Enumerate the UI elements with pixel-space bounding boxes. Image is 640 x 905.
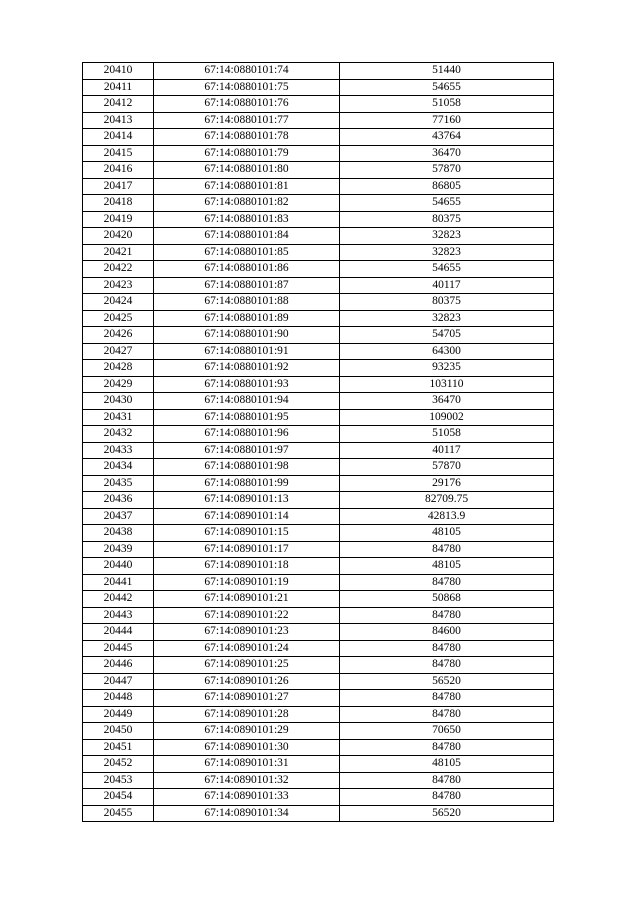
table-row bbox=[83, 492, 554, 509]
row-number-cell: 20455 bbox=[83, 805, 154, 822]
cadastral-number-cell: 67:14:0890101:17 bbox=[154, 541, 340, 558]
value-cell: 82709.75 bbox=[340, 492, 554, 509]
value-cell: 84780 bbox=[340, 772, 554, 789]
table-row bbox=[83, 79, 554, 96]
cadastral-number-cell: 67:14:0890101:13 bbox=[154, 492, 340, 509]
row-number-cell: 20429 bbox=[83, 376, 154, 393]
table-row bbox=[83, 574, 554, 591]
value-cell: 51058 bbox=[340, 426, 554, 443]
cadastral-number-cell: 67:14:0880101:83 bbox=[154, 211, 340, 228]
value-cell: 54655 bbox=[340, 261, 554, 278]
table-row bbox=[83, 195, 554, 212]
table-row bbox=[83, 294, 554, 311]
row-number-cell: 20416 bbox=[83, 162, 154, 179]
cadastral-number-cell: 67:14:0880101:87 bbox=[154, 277, 340, 294]
row-number-cell: 20437 bbox=[83, 508, 154, 525]
value-cell: 84780 bbox=[340, 541, 554, 558]
table-row bbox=[83, 640, 554, 657]
value-cell: 32823 bbox=[340, 244, 554, 261]
table-row bbox=[83, 756, 554, 773]
row-number-cell: 20451 bbox=[83, 739, 154, 756]
table-row bbox=[83, 805, 554, 822]
table-row bbox=[83, 607, 554, 624]
cadastral-number-cell: 67:14:0890101:29 bbox=[154, 723, 340, 740]
table-row bbox=[83, 541, 554, 558]
row-number-cell: 20424 bbox=[83, 294, 154, 311]
row-number-cell: 20449 bbox=[83, 706, 154, 723]
table-row bbox=[83, 409, 554, 426]
table-row bbox=[83, 739, 554, 756]
table-row bbox=[83, 376, 554, 393]
table-row bbox=[83, 310, 554, 327]
table-row bbox=[83, 426, 554, 443]
row-number-cell: 20426 bbox=[83, 327, 154, 344]
row-number-cell: 20422 bbox=[83, 261, 154, 278]
cadastral-number-cell: 67:14:0890101:23 bbox=[154, 624, 340, 641]
row-number-cell: 20438 bbox=[83, 525, 154, 542]
cadastral-number-cell: 67:14:0890101:19 bbox=[154, 574, 340, 591]
row-number-cell: 20452 bbox=[83, 756, 154, 773]
value-cell: 70650 bbox=[340, 723, 554, 740]
row-number-cell: 20448 bbox=[83, 690, 154, 707]
row-number-cell: 20423 bbox=[83, 277, 154, 294]
row-number-cell: 20417 bbox=[83, 178, 154, 195]
cadastral-number-cell: 67:14:0880101:84 bbox=[154, 228, 340, 245]
value-cell: 84600 bbox=[340, 624, 554, 641]
value-cell: 84780 bbox=[340, 574, 554, 591]
row-number-cell: 20425 bbox=[83, 310, 154, 327]
value-cell: 48105 bbox=[340, 525, 554, 542]
row-number-cell: 20431 bbox=[83, 409, 154, 426]
value-cell: 54705 bbox=[340, 327, 554, 344]
cadastral-number-cell: 67:14:0890101:14 bbox=[154, 508, 340, 525]
row-number-cell: 20419 bbox=[83, 211, 154, 228]
cadastral-number-cell: 67:14:0880101:90 bbox=[154, 327, 340, 344]
row-number-cell: 20441 bbox=[83, 574, 154, 591]
row-number-cell: 20427 bbox=[83, 343, 154, 360]
cadastral-number-cell: 67:14:0880101:74 bbox=[154, 63, 340, 80]
table-row bbox=[83, 459, 554, 476]
value-cell: 48105 bbox=[340, 558, 554, 575]
value-cell: 80375 bbox=[340, 294, 554, 311]
value-cell: 48105 bbox=[340, 756, 554, 773]
cadastral-number-cell: 67:14:0890101:24 bbox=[154, 640, 340, 657]
cadastral-number-cell: 67:14:0880101:76 bbox=[154, 96, 340, 113]
cadastral-number-cell: 67:14:0880101:81 bbox=[154, 178, 340, 195]
value-cell: 84780 bbox=[340, 640, 554, 657]
cadastral-number-cell: 67:14:0880101:89 bbox=[154, 310, 340, 327]
value-cell: 36470 bbox=[340, 393, 554, 410]
cadastral-number-cell: 67:14:0890101:32 bbox=[154, 772, 340, 789]
table-row bbox=[83, 690, 554, 707]
row-number-cell: 20439 bbox=[83, 541, 154, 558]
table-row bbox=[83, 525, 554, 542]
table-row bbox=[83, 789, 554, 806]
value-cell: 86805 bbox=[340, 178, 554, 195]
value-cell: 84780 bbox=[340, 739, 554, 756]
table-row bbox=[83, 343, 554, 360]
row-number-cell: 20414 bbox=[83, 129, 154, 146]
row-number-cell: 20434 bbox=[83, 459, 154, 476]
cadastral-number-cell: 67:14:0880101:91 bbox=[154, 343, 340, 360]
table-row bbox=[83, 706, 554, 723]
table-row bbox=[83, 261, 554, 278]
row-number-cell: 20432 bbox=[83, 426, 154, 443]
table-row bbox=[83, 475, 554, 492]
cadastral-number-cell: 67:14:0890101:31 bbox=[154, 756, 340, 773]
value-cell: 32823 bbox=[340, 228, 554, 245]
cadastral-number-cell: 67:14:0880101:77 bbox=[154, 112, 340, 129]
table-row bbox=[83, 244, 554, 261]
table-row bbox=[83, 673, 554, 690]
row-number-cell: 20412 bbox=[83, 96, 154, 113]
row-number-cell: 20410 bbox=[83, 63, 154, 80]
row-number-cell: 20415 bbox=[83, 145, 154, 162]
cadastral-number-cell: 67:14:0890101:22 bbox=[154, 607, 340, 624]
value-cell: 51058 bbox=[340, 96, 554, 113]
cadastral-number-cell: 67:14:0880101:95 bbox=[154, 409, 340, 426]
row-number-cell: 20413 bbox=[83, 112, 154, 129]
row-number-cell: 20447 bbox=[83, 673, 154, 690]
table-row bbox=[83, 327, 554, 344]
value-cell: 56520 bbox=[340, 673, 554, 690]
table-row bbox=[83, 442, 554, 459]
cadastral-number-cell: 67:14:0880101:96 bbox=[154, 426, 340, 443]
table-row bbox=[83, 162, 554, 179]
row-number-cell: 20430 bbox=[83, 393, 154, 410]
cadastral-number-cell: 67:14:0890101:30 bbox=[154, 739, 340, 756]
cadastral-value-table bbox=[82, 62, 554, 822]
table-row bbox=[83, 129, 554, 146]
table-row bbox=[83, 228, 554, 245]
cadastral-number-cell: 67:14:0880101:86 bbox=[154, 261, 340, 278]
value-cell: 29176 bbox=[340, 475, 554, 492]
table-row bbox=[83, 393, 554, 410]
table-row bbox=[83, 657, 554, 674]
table-row bbox=[83, 277, 554, 294]
cadastral-number-cell: 67:14:0880101:97 bbox=[154, 442, 340, 459]
cadastral-number-cell: 67:14:0890101:33 bbox=[154, 789, 340, 806]
table-row bbox=[83, 360, 554, 377]
table-row bbox=[83, 508, 554, 525]
value-cell: 84780 bbox=[340, 657, 554, 674]
row-number-cell: 20440 bbox=[83, 558, 154, 575]
value-cell: 109002 bbox=[340, 409, 554, 426]
value-cell: 40117 bbox=[340, 442, 554, 459]
value-cell: 84780 bbox=[340, 690, 554, 707]
value-cell: 50868 bbox=[340, 591, 554, 608]
value-cell: 42813.9 bbox=[340, 508, 554, 525]
table-body bbox=[83, 63, 554, 822]
row-number-cell: 20454 bbox=[83, 789, 154, 806]
cadastral-number-cell: 67:14:0880101:80 bbox=[154, 162, 340, 179]
value-cell: 40117 bbox=[340, 277, 554, 294]
cadastral-number-cell: 67:14:0880101:79 bbox=[154, 145, 340, 162]
row-number-cell: 20411 bbox=[83, 79, 154, 96]
row-number-cell: 20418 bbox=[83, 195, 154, 212]
table-row bbox=[83, 63, 554, 80]
value-cell: 43764 bbox=[340, 129, 554, 146]
cadastral-number-cell: 67:14:0890101:28 bbox=[154, 706, 340, 723]
table-row bbox=[83, 112, 554, 129]
row-number-cell: 20435 bbox=[83, 475, 154, 492]
value-cell: 84780 bbox=[340, 706, 554, 723]
row-number-cell: 20433 bbox=[83, 442, 154, 459]
value-cell: 54655 bbox=[340, 195, 554, 212]
value-cell: 84780 bbox=[340, 789, 554, 806]
value-cell: 54655 bbox=[340, 79, 554, 96]
cadastral-number-cell: 67:14:0890101:25 bbox=[154, 657, 340, 674]
row-number-cell: 20421 bbox=[83, 244, 154, 261]
row-number-cell: 20445 bbox=[83, 640, 154, 657]
cadastral-number-cell: 67:14:0880101:78 bbox=[154, 129, 340, 146]
row-number-cell: 20436 bbox=[83, 492, 154, 509]
table-row bbox=[83, 145, 554, 162]
value-cell: 80375 bbox=[340, 211, 554, 228]
table-row bbox=[83, 211, 554, 228]
row-number-cell: 20420 bbox=[83, 228, 154, 245]
cadastral-number-cell: 67:14:0880101:88 bbox=[154, 294, 340, 311]
table-row bbox=[83, 558, 554, 575]
value-cell: 103110 bbox=[340, 376, 554, 393]
cadastral-number-cell: 67:14:0890101:21 bbox=[154, 591, 340, 608]
value-cell: 51440 bbox=[340, 63, 554, 80]
cadastral-number-cell: 67:14:0880101:99 bbox=[154, 475, 340, 492]
cadastral-number-cell: 67:14:0890101:27 bbox=[154, 690, 340, 707]
cadastral-number-cell: 67:14:0890101:26 bbox=[154, 673, 340, 690]
value-cell: 57870 bbox=[340, 459, 554, 476]
cadastral-number-cell: 67:14:0890101:15 bbox=[154, 525, 340, 542]
cadastral-number-cell: 67:14:0880101:94 bbox=[154, 393, 340, 410]
value-cell: 36470 bbox=[340, 145, 554, 162]
row-number-cell: 20428 bbox=[83, 360, 154, 377]
row-number-cell: 20444 bbox=[83, 624, 154, 641]
cadastral-number-cell: 67:14:0880101:93 bbox=[154, 376, 340, 393]
table-row bbox=[83, 723, 554, 740]
row-number-cell: 20450 bbox=[83, 723, 154, 740]
row-number-cell: 20443 bbox=[83, 607, 154, 624]
cadastral-number-cell: 67:14:0880101:92 bbox=[154, 360, 340, 377]
table-row bbox=[83, 591, 554, 608]
row-number-cell: 20453 bbox=[83, 772, 154, 789]
value-cell: 77160 bbox=[340, 112, 554, 129]
value-cell: 56520 bbox=[340, 805, 554, 822]
table-row bbox=[83, 96, 554, 113]
value-cell: 32823 bbox=[340, 310, 554, 327]
row-number-cell: 20442 bbox=[83, 591, 154, 608]
value-cell: 64300 bbox=[340, 343, 554, 360]
cadastral-number-cell: 67:14:0880101:82 bbox=[154, 195, 340, 212]
table-row bbox=[83, 178, 554, 195]
table-row bbox=[83, 624, 554, 641]
value-cell: 84780 bbox=[340, 607, 554, 624]
table-row bbox=[83, 772, 554, 789]
cadastral-number-cell: 67:14:0880101:98 bbox=[154, 459, 340, 476]
cadastral-number-cell: 67:14:0890101:34 bbox=[154, 805, 340, 822]
row-number-cell: 20446 bbox=[83, 657, 154, 674]
cadastral-number-cell: 67:14:0880101:85 bbox=[154, 244, 340, 261]
cadastral-number-cell: 67:14:0890101:18 bbox=[154, 558, 340, 575]
value-cell: 93235 bbox=[340, 360, 554, 377]
value-cell: 57870 bbox=[340, 162, 554, 179]
cadastral-number-cell: 67:14:0880101:75 bbox=[154, 79, 340, 96]
